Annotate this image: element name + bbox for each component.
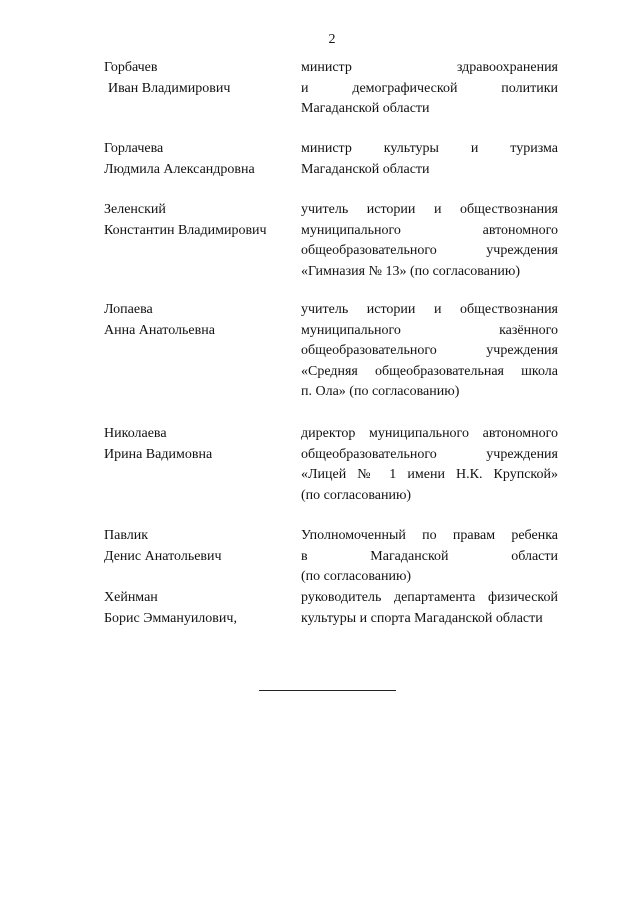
member-role [301, 588, 558, 629]
member-surname: Горбачев [104, 60, 158, 75]
member-role-line: «Лицей № 1 имени Н.К. Крупской» [301, 467, 558, 482]
member-role-line: учитель истории и обществознания [301, 302, 558, 317]
member-given-name: Денис Анатольевич [104, 548, 222, 564]
member-role-line: муниципального казённого [301, 322, 558, 338]
member-role-line: директор муниципального автономного [301, 426, 558, 441]
member-surname: Зеленский [104, 202, 166, 217]
page-number: 2 [328, 32, 336, 47]
member-role [301, 424, 558, 506]
member-surname: Николаева [104, 426, 167, 441]
member-role-line: муниципального автономного [301, 222, 558, 238]
member-role-line: руководитель департамента физической [301, 590, 558, 605]
member-role-line: министр здравоохранения [301, 60, 558, 75]
member-given-name: Борис Эммануилович, [104, 610, 237, 626]
member-name [104, 588, 294, 629]
end-rule [259, 690, 396, 691]
member-given-name: Константин Владимирович [104, 222, 267, 238]
member-name [104, 424, 294, 465]
member-surname: Павлик [104, 528, 149, 543]
member-role-line: общеобразовательного учреждения [301, 446, 558, 462]
member-role-line: общеобразовательного учреждения [301, 343, 558, 358]
member-role [301, 58, 558, 120]
member-given-name: Иван Владимирович [108, 80, 231, 96]
member-name [104, 58, 294, 99]
member-role-line: в Магаданской области [301, 548, 558, 564]
member-role-line: учитель истории и обществознания [301, 202, 558, 217]
member-name [104, 526, 294, 567]
member-surname: Хейнман [104, 590, 158, 605]
member-surname: Лопаева [104, 302, 153, 317]
member-role-line: Магаданской области [301, 101, 430, 116]
member-given-name: Анна Анатольевна [104, 322, 215, 338]
member-role-line: министр культуры и туризма [301, 141, 558, 156]
member-role-line: Уполномоченный по правам ребенка [301, 528, 558, 543]
member-role-line: (по согласованию) [301, 569, 412, 584]
member-role [301, 526, 558, 588]
member-role-line: и демографической политики [301, 80, 558, 96]
member-role-line: Магаданской области [301, 161, 430, 177]
member-name [104, 300, 294, 341]
member-name [104, 139, 294, 180]
member-role-line: общеобразовательного учреждения [301, 243, 558, 258]
member-role-line: (по согласованию) [301, 487, 412, 503]
member-role [301, 200, 558, 282]
member-role [301, 300, 558, 403]
member-role-line: «Гимназия № 13» (по согласованию) [301, 263, 520, 279]
member-role-line: культуры и спорта Магаданской области [301, 610, 543, 626]
member-given-name: Ирина Вадимовна [104, 446, 213, 462]
member-role [301, 139, 558, 180]
member-given-name: Людмила Александровна [104, 161, 255, 177]
member-name [104, 200, 294, 241]
member-surname: Горлачева [104, 141, 164, 156]
member-role-line: п. Ола» (по согласованию) [301, 384, 460, 399]
member-role-line: «Средняя общеобразовательная школа [301, 363, 558, 379]
